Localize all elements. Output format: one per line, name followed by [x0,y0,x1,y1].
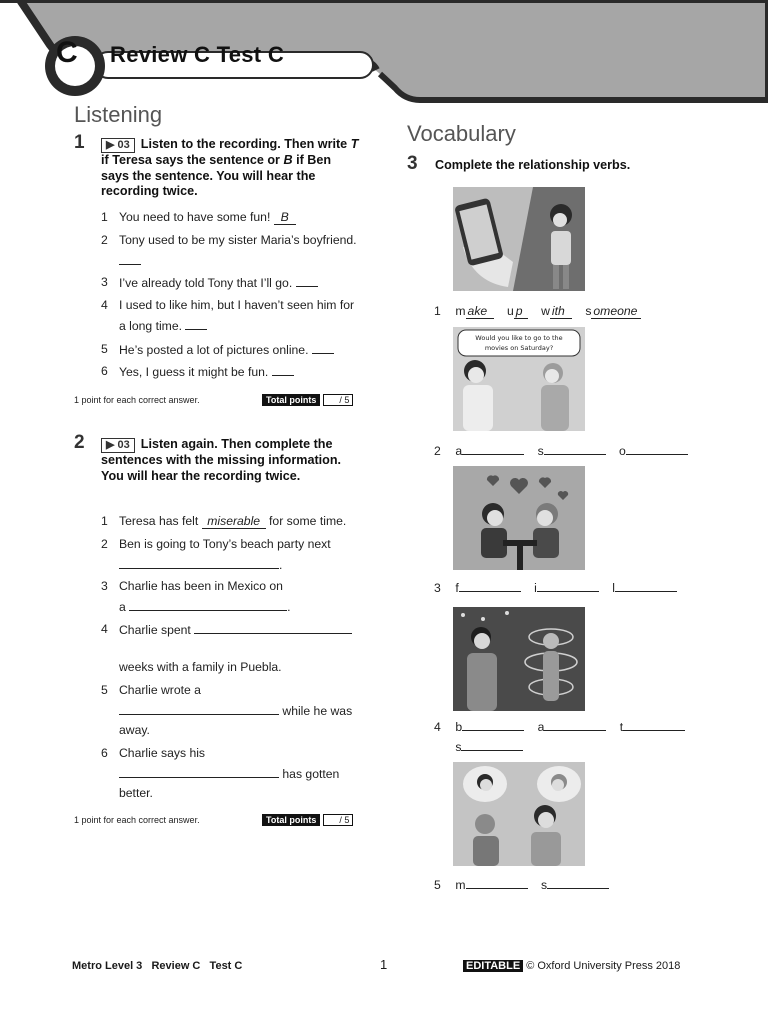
editable-badge: EDITABLE [463,960,523,972]
ex1-answer-1[interactable]: B [274,210,296,225]
picture-4-swept-off-feet [453,607,585,711]
vocab-row-4: 4 b a t [434,720,695,734]
vocab-row-4-line-2: s [434,740,533,754]
ex2-item-4-cont: weeks with a family in Puebla. [119,660,282,674]
audio-track-button[interactable]: ▶ 03 [101,438,135,453]
ex2-answer-5[interactable] [119,701,279,715]
svg-text:Would you like to go to the: Would you like to go to the [475,334,563,342]
page-title: Review C Test C [110,42,285,67]
ex2-answer-3[interactable] [129,597,287,611]
vocab-2-answer-2[interactable] [544,454,606,455]
vocab-3-answer-1[interactable] [459,591,521,592]
listening-heading: Listening [74,102,163,127]
exercise-1-number: 1 [74,132,85,153]
vocab-4-answer-1[interactable] [462,730,524,731]
ex1-total-points: Total points / 5 [262,394,353,406]
vocab-2-answer-3[interactable] [626,454,688,455]
vocab-5-answer-2[interactable] [547,888,609,889]
picture-3-falling-in-love [453,466,585,570]
picture-1-phone-message [453,187,585,291]
exercise-2-number: 2 [74,432,85,453]
ex1-points-note: 1 point for each correct answer. [74,395,200,405]
footer-course-info: Metro Level 3 Review C Test C [72,960,243,972]
svg-text:movies on Saturday?: movies on Saturday? [484,344,554,352]
vocab-4-answer-3[interactable] [623,730,685,731]
picture-2-asking-out [453,327,585,431]
ex2-answer-1[interactable]: miserable [202,514,266,529]
vocab-row-3: 3 f i l [434,581,687,595]
vocab-4-answer-2[interactable] [544,730,606,731]
vocab-row-1: 1 m ake u p w ith s omeone [434,304,651,319]
vocab-5-answer-1[interactable] [466,888,528,889]
audio-track-button[interactable]: ▶ 03 [101,138,135,153]
exercise-2-instruction: ▶ 03 Listen again. Then complete the sentences with the missing information. You will hear the recording twice. [101,437,342,483]
exercise-1-instruction: ▶ 03 Listen to the recording. Then write T if Teresa says the sentence or B if Ben says the sentence. You will hear the recording twice. [101,137,359,198]
ex1-answer-3[interactable] [296,273,318,287]
exercise-3-number: 3 [407,153,418,174]
vocab-row-5: 5 m s [434,878,619,892]
vocab-1-answer-2[interactable]: p [514,304,528,319]
footer-copyright: EDITABLE © Oxford University Press 2018 [463,960,680,972]
picture-5-missing-someone [453,762,585,866]
vocab-row-2: 2 a s o [434,444,698,458]
vocab-3-answer-2[interactable] [537,591,599,592]
ex1-answer-6[interactable] [272,362,294,376]
ex1-answer-2[interactable] [119,251,141,265]
ex1-total-input[interactable]: / 5 [323,394,353,406]
vocabulary-heading: Vocabulary [407,121,516,146]
exercise-3-instruction: Complete the relationship verbs. [435,158,631,172]
vocab-3-answer-3[interactable] [615,591,677,592]
ex1-answer-4[interactable] [185,316,207,330]
unit-letter: C [56,36,78,69]
ex2-total-points: Total points / 5 [262,814,353,826]
ex2-points-note: 1 point for each correct answer. [74,815,200,825]
ex2-total-input[interactable]: / 5 [323,814,353,826]
ex2-answer-6[interactable] [119,764,279,778]
vocab-1-answer-4[interactable]: omeone [591,304,641,319]
ex2-answer-2[interactable] [119,555,279,569]
ex1-answer-5[interactable] [312,340,334,354]
vocab-1-answer-3[interactable]: ith [550,304,572,319]
vocab-2-answer-1[interactable] [462,454,524,455]
vocab-1-answer-1[interactable]: ake [466,304,494,319]
page-number: 1 [380,957,388,972]
ex2-answer-4[interactable] [194,620,352,634]
vocab-4-answer-4[interactable] [461,750,523,751]
